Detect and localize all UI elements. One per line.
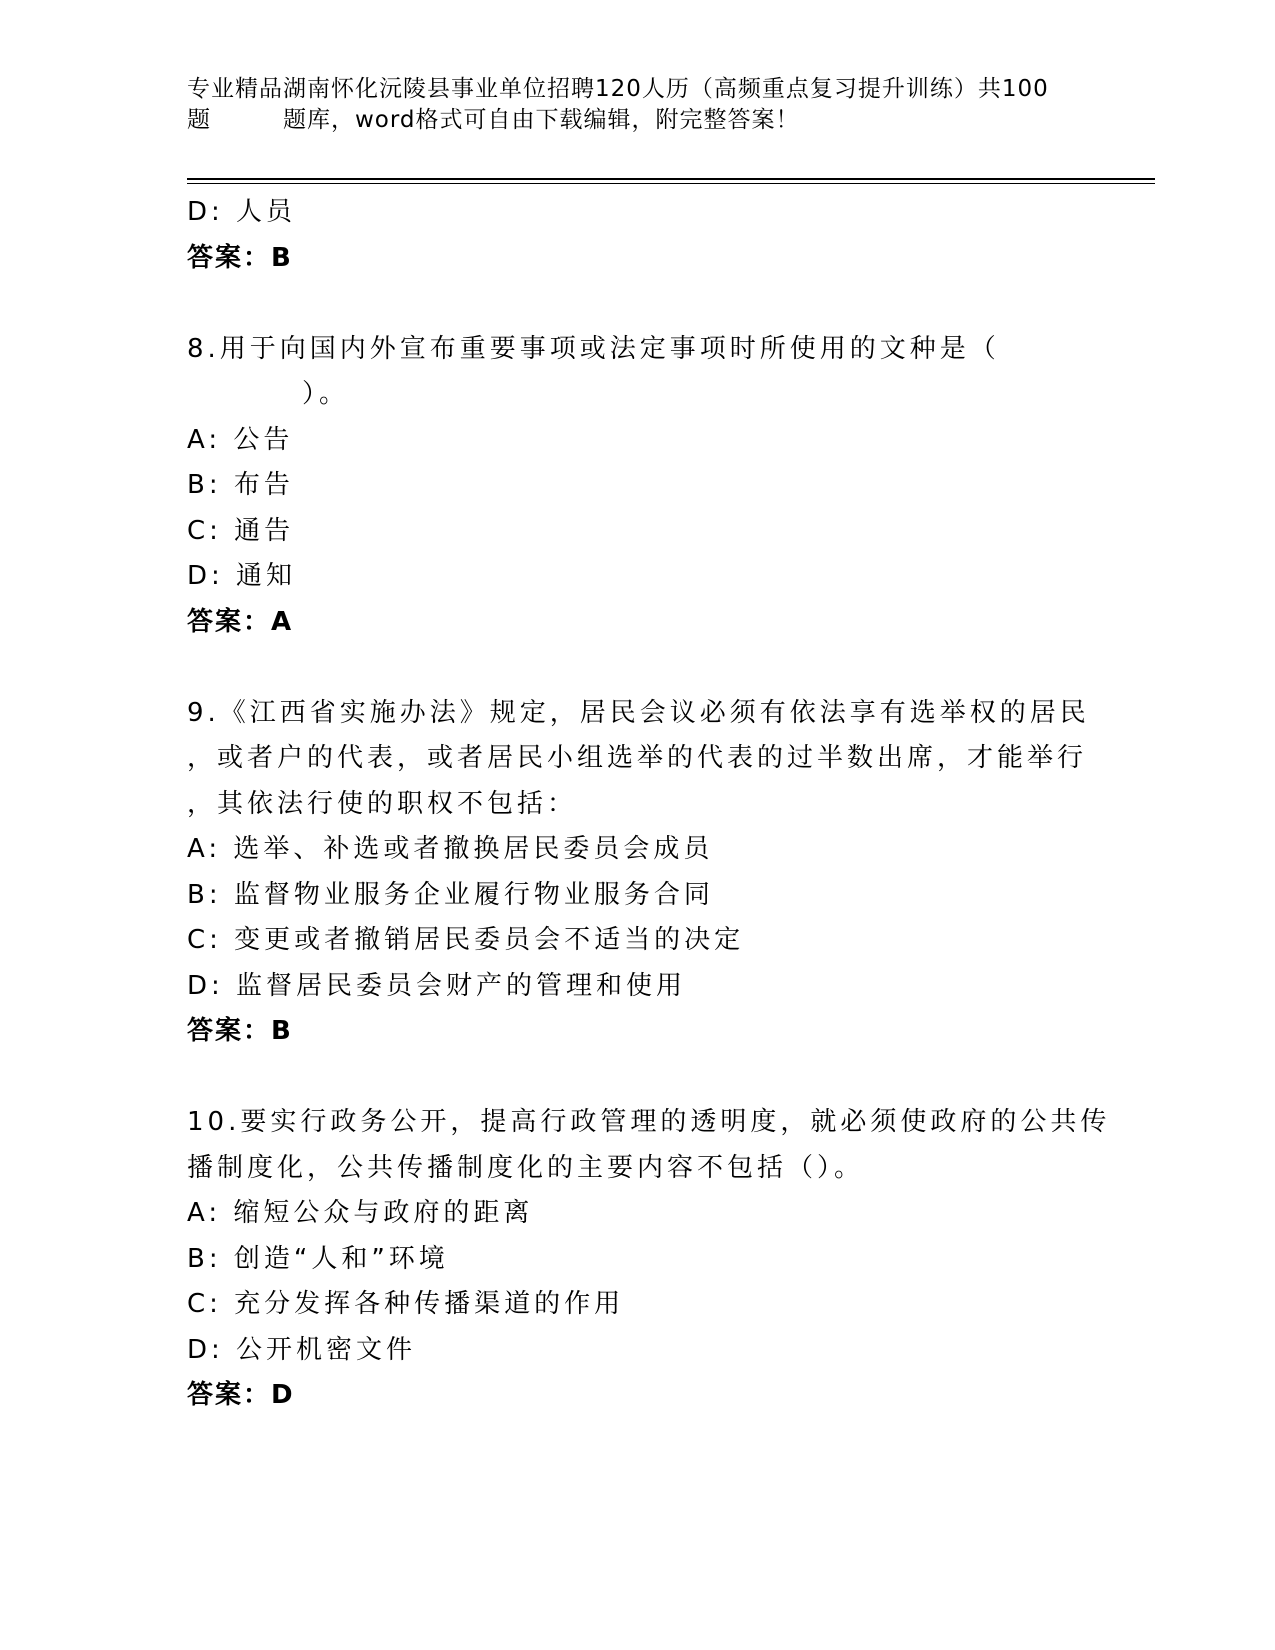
question-9-option-c: C: 变更或者撤销居民委员会不适当的决定 — [187, 925, 745, 955]
header-title-line2-rest: 题库，word格式可自由下载编辑，附完整答案！ — [283, 107, 800, 133]
question-8-option-c: C: 通告 — [187, 515, 295, 546]
header-title-line2-start: 题 — [187, 107, 211, 133]
question-10-option-c: C: 充分发挥各种传播渠道的作用 — [187, 1289, 625, 1319]
question-9-option-b: B: 监督物业服务企业履行物业服务合同 — [187, 879, 714, 910]
prev-option-d: D: 人员 — [187, 197, 297, 227]
question-9-text-line1: 9.《江西省实施办法》规定，居民会议必须有依法享有选举权的居民 — [187, 697, 1090, 728]
question-9 — [187, 691, 1090, 1055]
header-divider-thin — [187, 183, 1155, 184]
question-8-option-d: D: 通知 — [187, 561, 297, 591]
question-8-text-line2: ）。 — [302, 379, 350, 409]
question-10-answer: 答案：D — [187, 1380, 295, 1410]
document-header — [187, 74, 1087, 136]
question-10-text-line1: 10.要实行政务公开，提高行政管理的透明度，就必须使政府的公共传 — [187, 1107, 1111, 1137]
question-9-text-line2: ，或者户的代表，或者居民小组选举的代表的过半数出席，才能举行 — [187, 743, 1088, 773]
header-title-line1: 专业精品湖南怀化沅陵县事业单位招聘120人历（高频重点复习提升训练）共100 — [187, 76, 1049, 102]
question-10 — [187, 1100, 1111, 1419]
prev-answer: 答案：B — [187, 242, 293, 273]
question-list — [187, 190, 1111, 1419]
question-10-option-b: B: 创造“人和”环境 — [187, 1243, 449, 1274]
question-8-answer: 答案：A — [187, 606, 294, 637]
question-10-option-d: D: 公开机密文件 — [187, 1334, 417, 1365]
question-8-text-line1: 8.用于向国内外宣布重要事项或法定事项时所使用的文种是（ — [187, 333, 1000, 364]
question-9-answer: 答案：B — [187, 1016, 293, 1046]
question-10-option-a: A: 缩短公众与政府的距离 — [187, 1198, 534, 1228]
header-divider-thick — [187, 178, 1155, 180]
question-8 — [187, 327, 1087, 646]
question-9-option-d: D: 监督居民委员会财产的管理和使用 — [187, 970, 687, 1001]
question-9-option-a: A: 选举、补选或者撤换居民委员会成员 — [187, 834, 714, 864]
question-9-text-line3: ，其依法行使的职权不包括： — [187, 788, 578, 819]
question-8-option-b: B: 布告 — [187, 470, 294, 500]
question-8-option-a: A: 公告 — [187, 424, 294, 455]
question-10-text-line2: 播制度化，公共传播制度化的主要内容不包括（）。 — [187, 1152, 865, 1183]
header-title-line2 — [187, 105, 1087, 136]
